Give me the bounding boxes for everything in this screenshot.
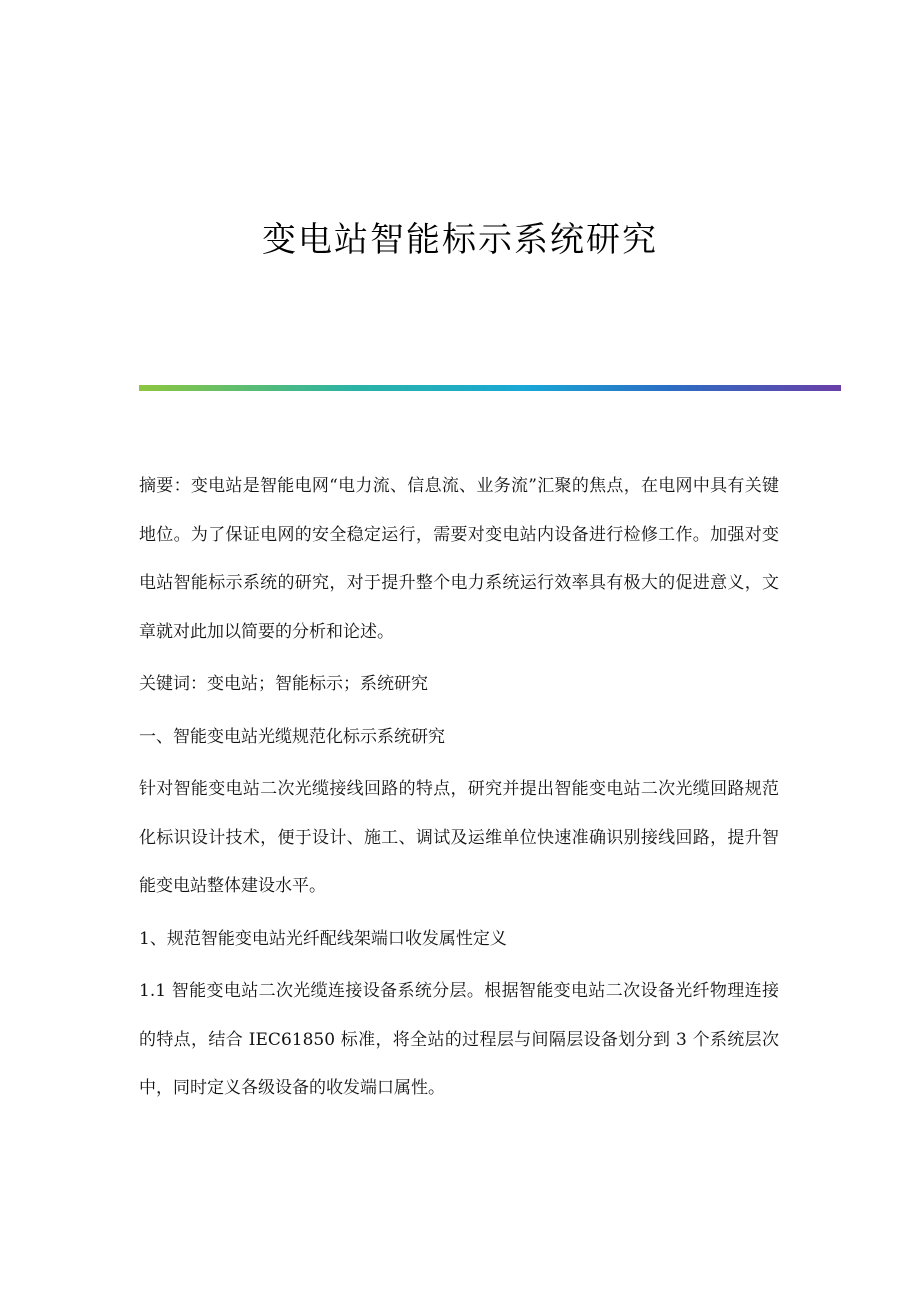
section-body-paragraph: 针对智能变电站二次光缆接线回路的特点，研究并提出智能变电站二次光缆回路规范化标识设计技术，便于设计、施工、调试及运维单位快速准确识别接线回路，提升智能变电站整体建设水平。 (139, 779, 779, 896)
document-title: 变电站智能标示系统研究 (262, 220, 658, 260)
title-divider (139, 385, 841, 391)
document-body (139, 462, 779, 1117)
subsection-heading: 1、规范智能变电站光纤配线架端口收发属性定义 (139, 928, 507, 949)
subsection-body-paragraph: 1.1 智能变电站二次光缆连接设备系统分层。根据智能变电站二次设备光纤物理连接的特点，结合 IEC61850 标准，将全站的过程层与间隔层设备划分到 3 个系统层次中，同时定义各级设备的收发端口属性。 (139, 981, 779, 1098)
section-heading: 一、智能变电站光缆规范化标示系统研究 (139, 726, 445, 747)
abstract-paragraph: 摘要：变电站是智能电网“电力流、信息流、业务流”汇聚的焦点，在电网中具有关键地位。为了保证电网的安全稳定运行，需要对变电站内设备进行检修工作。加强对变电站智能标示系统的研究，对于提升整个电力系统运行效率具有极大的促进意义，文章就对此加以简要的分析和论述。 (139, 476, 779, 642)
keywords-paragraph: 关键词：变电站；智能标示；系统研究 (139, 674, 428, 694)
